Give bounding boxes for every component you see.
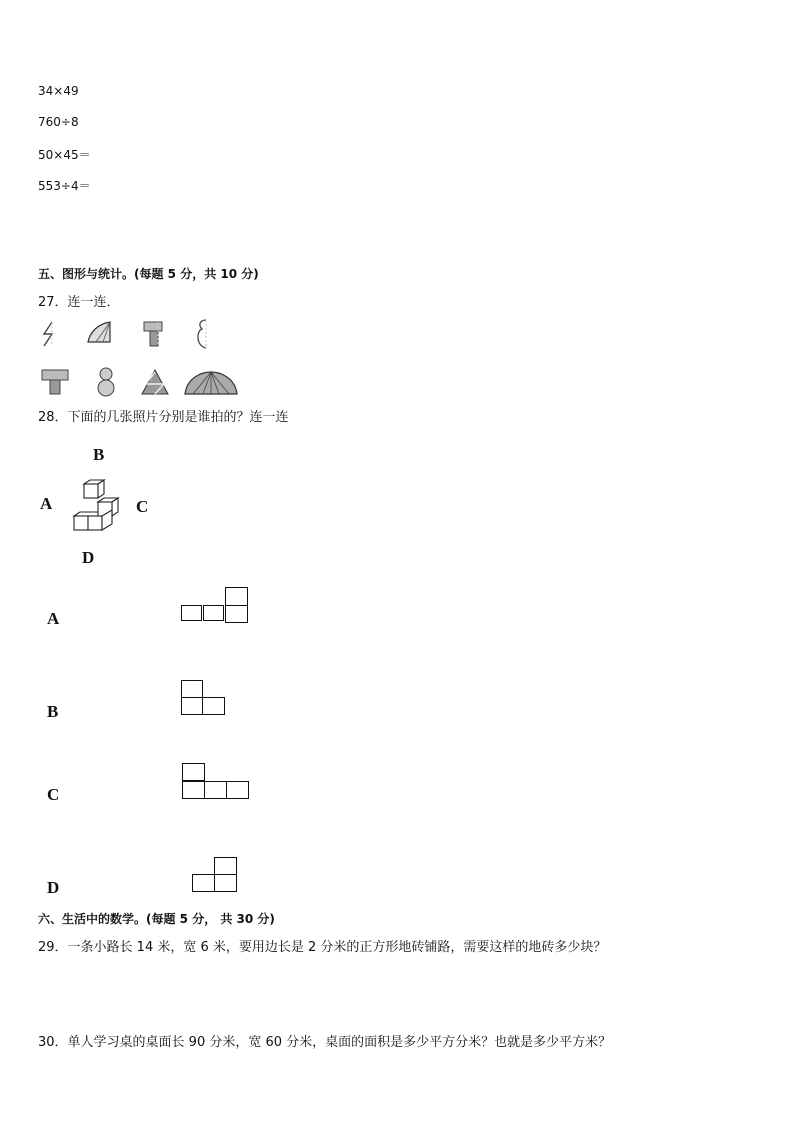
half-figure-umbrella-icon bbox=[86, 320, 114, 346]
cube-label-left: A bbox=[40, 494, 53, 513]
view-label-c: C bbox=[47, 785, 60, 804]
calc-2: 760÷8 bbox=[38, 115, 79, 129]
section6-heading: 六、生活中的数学。(每题 5 分， 共 30 分) bbox=[38, 912, 275, 926]
cube-label-right: C bbox=[136, 497, 149, 516]
question-28: 28．下面的几张照片分别是谁拍的？连一连 bbox=[38, 410, 289, 425]
section5-heading: 五、图形与统计。(每题 5 分，共 10 分) bbox=[38, 267, 259, 281]
question-27: 27．连一连． bbox=[38, 295, 120, 310]
cube-label-top: B bbox=[93, 445, 105, 464]
question-29: 29．一条小路长 14 米，宽 6 米，要用边长是 2 分米的正方形地砖铺路，需要这样的地砖多少块？ bbox=[38, 940, 607, 955]
view-label-b: B bbox=[47, 702, 59, 721]
view-label-a: A bbox=[47, 609, 60, 628]
calc-4: 553÷4＝ bbox=[38, 179, 91, 193]
half-figure-lightning-icon bbox=[40, 320, 60, 348]
full-figure-lightning-icon bbox=[140, 368, 170, 396]
cube-label-bottom: D bbox=[82, 548, 95, 567]
view-label-d: D bbox=[47, 878, 60, 897]
calc-3: 50×45＝ bbox=[38, 148, 91, 162]
half-figure-gourd-icon bbox=[194, 318, 210, 350]
calc-1: 34×49 bbox=[38, 84, 79, 98]
half-figure-tree-icon bbox=[142, 320, 164, 348]
full-figure-umbrella-icon bbox=[183, 370, 239, 396]
full-figure-gourd-icon bbox=[95, 366, 117, 398]
full-figure-tree-icon bbox=[40, 368, 70, 396]
cube-stack-figure bbox=[70, 480, 122, 534]
question-30: 30．单人学习桌的桌面长 90 分米，宽 60 分米，桌面的面积是多少平方分米？也就是多少平方米？ bbox=[38, 1035, 612, 1050]
